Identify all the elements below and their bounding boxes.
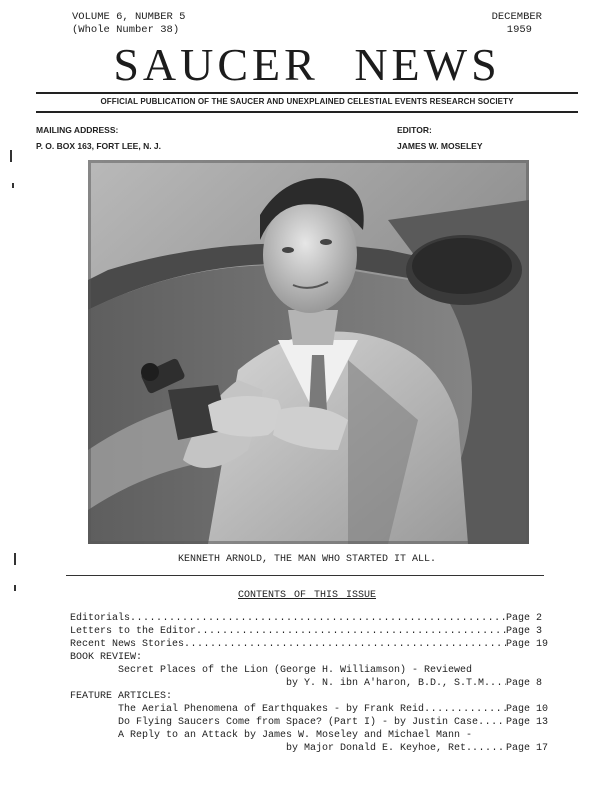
- volume-number: VOLUME 6, NUMBER 5: [72, 11, 186, 23]
- toc-entry-author: by Major Donald E. Keyhoe, Ret.: [286, 743, 473, 754]
- toc-entry-reply: [70, 729, 550, 742]
- issue-year: 1959: [506, 24, 532, 36]
- official-publication-line: OFFICIAL PUBLICATION OF THE SAUCER AND UNEXPLAINED CELESTIAL EVENTS RESEARCH SOCIETY: [100, 97, 514, 106]
- toc-entry-author: by Y. N. ibn A'haron, B.D., S.T.M.: [286, 678, 491, 689]
- editor-label: EDITOR:: [397, 125, 432, 135]
- toc-page-number: Page 17: [506, 743, 549, 754]
- whole-number: (Whole Number 38): [72, 24, 180, 36]
- toc-page-number: Page 8: [506, 678, 543, 689]
- masthead-title: SAUCER NEWS: [113, 39, 501, 90]
- toc-section-heading: FEATURE ARTICLES:: [70, 691, 173, 702]
- toc-leader-dots: [490, 677, 506, 690]
- toc-leader-dots: [424, 703, 506, 716]
- scan-margin-mark: [14, 585, 16, 591]
- scan-margin-mark: [12, 183, 14, 188]
- toc-entry-title: A Reply to an Attack by James W. Moseley and Michael Mann -: [118, 730, 473, 741]
- issue-month: DECEMBER: [491, 11, 542, 23]
- toc-leader-dots: [184, 638, 506, 651]
- toc-page-number: Page 10: [506, 704, 549, 715]
- masthead-rule-top: [36, 92, 578, 94]
- toc-entry-reply-author: [70, 742, 550, 755]
- cover-photo: [88, 160, 529, 544]
- toc-entry-title: Recent News Stories: [70, 639, 185, 650]
- toc-entry-from-space: [70, 716, 550, 729]
- toc-entry-title: The Aerial Phenomena of Earthquakes - by Frank Reid: [118, 704, 425, 715]
- toc-page-number: Page 3: [506, 626, 543, 637]
- toc-leader-dots: [130, 612, 506, 625]
- contents-divider-rule: [66, 575, 544, 576]
- toc-entry-editorials: [70, 612, 550, 625]
- scan-margin-mark: [14, 553, 16, 565]
- toc-entry-title: Secret Places of the Lion (George H. Williamson) - Reviewed: [118, 665, 473, 676]
- toc-section-heading: BOOK REVIEW:: [70, 652, 143, 663]
- photo-caption: KENNETH ARNOLD, THE MAN WHO STARTED IT ALL.: [177, 554, 437, 565]
- toc-leader-dots: [478, 716, 506, 729]
- toc-entry-letters: [70, 625, 550, 638]
- masthead-rule-bottom: [36, 111, 578, 113]
- toc-leader-dots: [196, 625, 506, 638]
- toc-page-number: Page 13: [506, 717, 549, 728]
- toc-leader-dots: [472, 742, 506, 755]
- table-of-contents: [70, 612, 550, 755]
- toc-entry-title: Editorials: [70, 613, 131, 624]
- toc-entry-news: [70, 638, 550, 651]
- toc-entry-title: Do Flying Saucers Come from Space? (Part I) - by Justin Case: [118, 717, 479, 728]
- contents-title: CONTENTS OF THIS ISSUE: [237, 590, 377, 601]
- toc-entry-earthquakes: [70, 703, 550, 716]
- toc-section-book-review: [70, 651, 550, 664]
- editor-name: JAMES W. MOSELEY: [397, 141, 483, 151]
- toc-page-number: Page 2: [506, 613, 543, 624]
- mailing-address: P. O. BOX 163, FORT LEE, N. J.: [36, 141, 162, 151]
- toc-section-feature-articles: [70, 690, 550, 703]
- scan-margin-mark: [10, 150, 12, 162]
- toc-entry-title: Letters to the Editor: [70, 626, 197, 637]
- toc-entry-book-review-title: [70, 664, 550, 677]
- mailing-address-label: MAILING ADDRESS:: [36, 125, 119, 135]
- toc-page-number: Page 19: [506, 639, 549, 650]
- toc-entry-book-review-author: [70, 677, 550, 690]
